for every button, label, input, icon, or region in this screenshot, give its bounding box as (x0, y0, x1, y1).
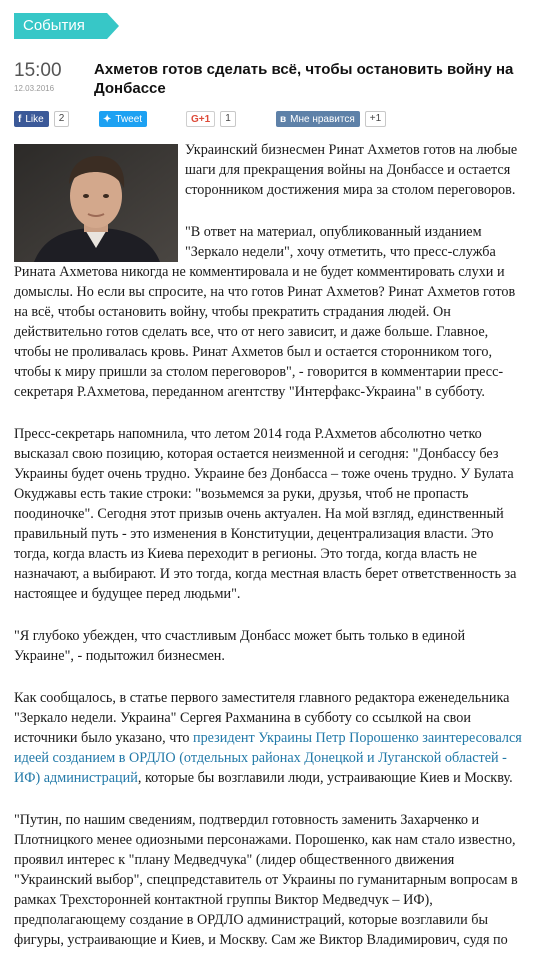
gplus-count: 1 (220, 111, 236, 127)
vk-icon: в (280, 113, 287, 125)
vk-like-label: Мне нравится (290, 113, 355, 125)
article-link[interactable]: президент Украины Петр Порошенко заинтересовался идеей созданием в ОРДЛО (отдельных районах Донецкой и Луганской областей - ИФ) администраций (14, 730, 522, 786)
article-body (14, 140, 524, 972)
category-tag[interactable] (14, 13, 107, 39)
facebook-like-count: 2 (54, 111, 70, 127)
paragraph: Украинский бизнесмен Ринат Ахметов готов на любые шаги для прекращения войны на Донбассе и остается сторонником достижения мира за столом переговоров. (185, 142, 518, 198)
vk-share (276, 110, 386, 128)
article-title: Ахметов готов сделать всё, чтобы остановить войну на Донбассе (94, 61, 514, 97)
paragraph: "Путин, по нашим сведениям, подтвердил готовность заменить Захарченко и Плотницкого менее одиозными персонажами. Порошенко, как нам стало известно, проявил интерес к "плану Медведчука" (лидер общественного движения "Украинский выбор", спецпредставитель от Украины по гуманитарным вопросам в рамках Трехсторонней контактной группы Виктор Медведчук – ИФ), предполагающему создание в ОРДЛО администраций, которые возглавили бы фигуры, устраивающие и Киев, и Москву. Сам же Виктор Владимирович, судя по (14, 812, 518, 948)
facebook-like-label: Like (25, 113, 44, 125)
twitter-share (99, 110, 147, 128)
paragraph-text: , которые бы возглавили люди, устраивающие Киев и Москву. (137, 770, 513, 786)
paragraph (14, 688, 524, 788)
paragraph-text: Как сообщалось, в статье первого заместителя главного редактора еженедельника "Зеркало недели. Украина" Сергея Рахманина в субботу со ссылкой на свои источники было указано, что (14, 690, 510, 746)
portrait-image (14, 144, 178, 262)
vk-like-count: +1 (365, 111, 386, 127)
gplus-button[interactable] (186, 111, 215, 127)
vk-like-button[interactable] (276, 111, 360, 127)
paragraph: "Я глубоко убежден, что счастливым Донбасс может быть только в единой Украине", - подытожил бизнесмен. (14, 628, 466, 664)
twitter-bird-icon: ✦ (103, 113, 112, 125)
article-photo (14, 144, 178, 262)
paragraph: "В ответ на материал, опубликованный изданием "Зеркало недели", хочу отметить, что пресс-служба Рината Ахметова никогда не комментировала и не будет комментировать слухи и домыслы. Но если вы спросите, на что готов Ринат Ахметов? Ринат Ахметов готов на всё, чтобы остановить войну, чтобы прекратить страдания людей. Он действительно готов сделать все, что от него зависит, и даже больше. Главное, чтобы не проливалась кровь. Ринат Ахметов был и остается сторонником того, чтобы к миру пришли за столом переговоров", - говорится в комментарии пресс-секретаря Р.Ахметова, переданном агентству "Интерфакс-Украина" в субботу. (14, 224, 516, 400)
tweet-button[interactable] (99, 111, 147, 127)
facebook-icon: f (18, 113, 22, 125)
tweet-label: Tweet (115, 113, 143, 125)
facebook-like-button[interactable] (14, 111, 49, 127)
facebook-share (14, 110, 69, 128)
publish-time: 15:00 (14, 60, 62, 81)
gplus-share (186, 110, 236, 128)
category-label: События (23, 17, 85, 34)
paragraph: Пресс-секретарь напомнила, что летом 2014 года Р.Ахметов абсолютно четко высказал свою позицию, которая остается неизменной и сегодня: "Донбассу без Украины будет очень трудно. Украине без Донбасса – тоже очень трудно. У Булата Окуджавы есть такие строки: "возьмемся за руки, друзья, чтоб не пропасть поодиночке". Сегодня этот призыв очень актуален. На мой взгляд, единственный правильный путь - это изменения в Конституции, децентрализация власти. Это тогда, когда власть из Киева переходит в регионы. Это тогда, когда власть не назначают, а выбирают. И это тогда, когда местная власть берет ответственность за настоящее и будущее перед людьми". (14, 426, 517, 602)
publish-date: 12.03.2016 (14, 84, 55, 93)
gplus-label: G+1 (191, 113, 211, 125)
